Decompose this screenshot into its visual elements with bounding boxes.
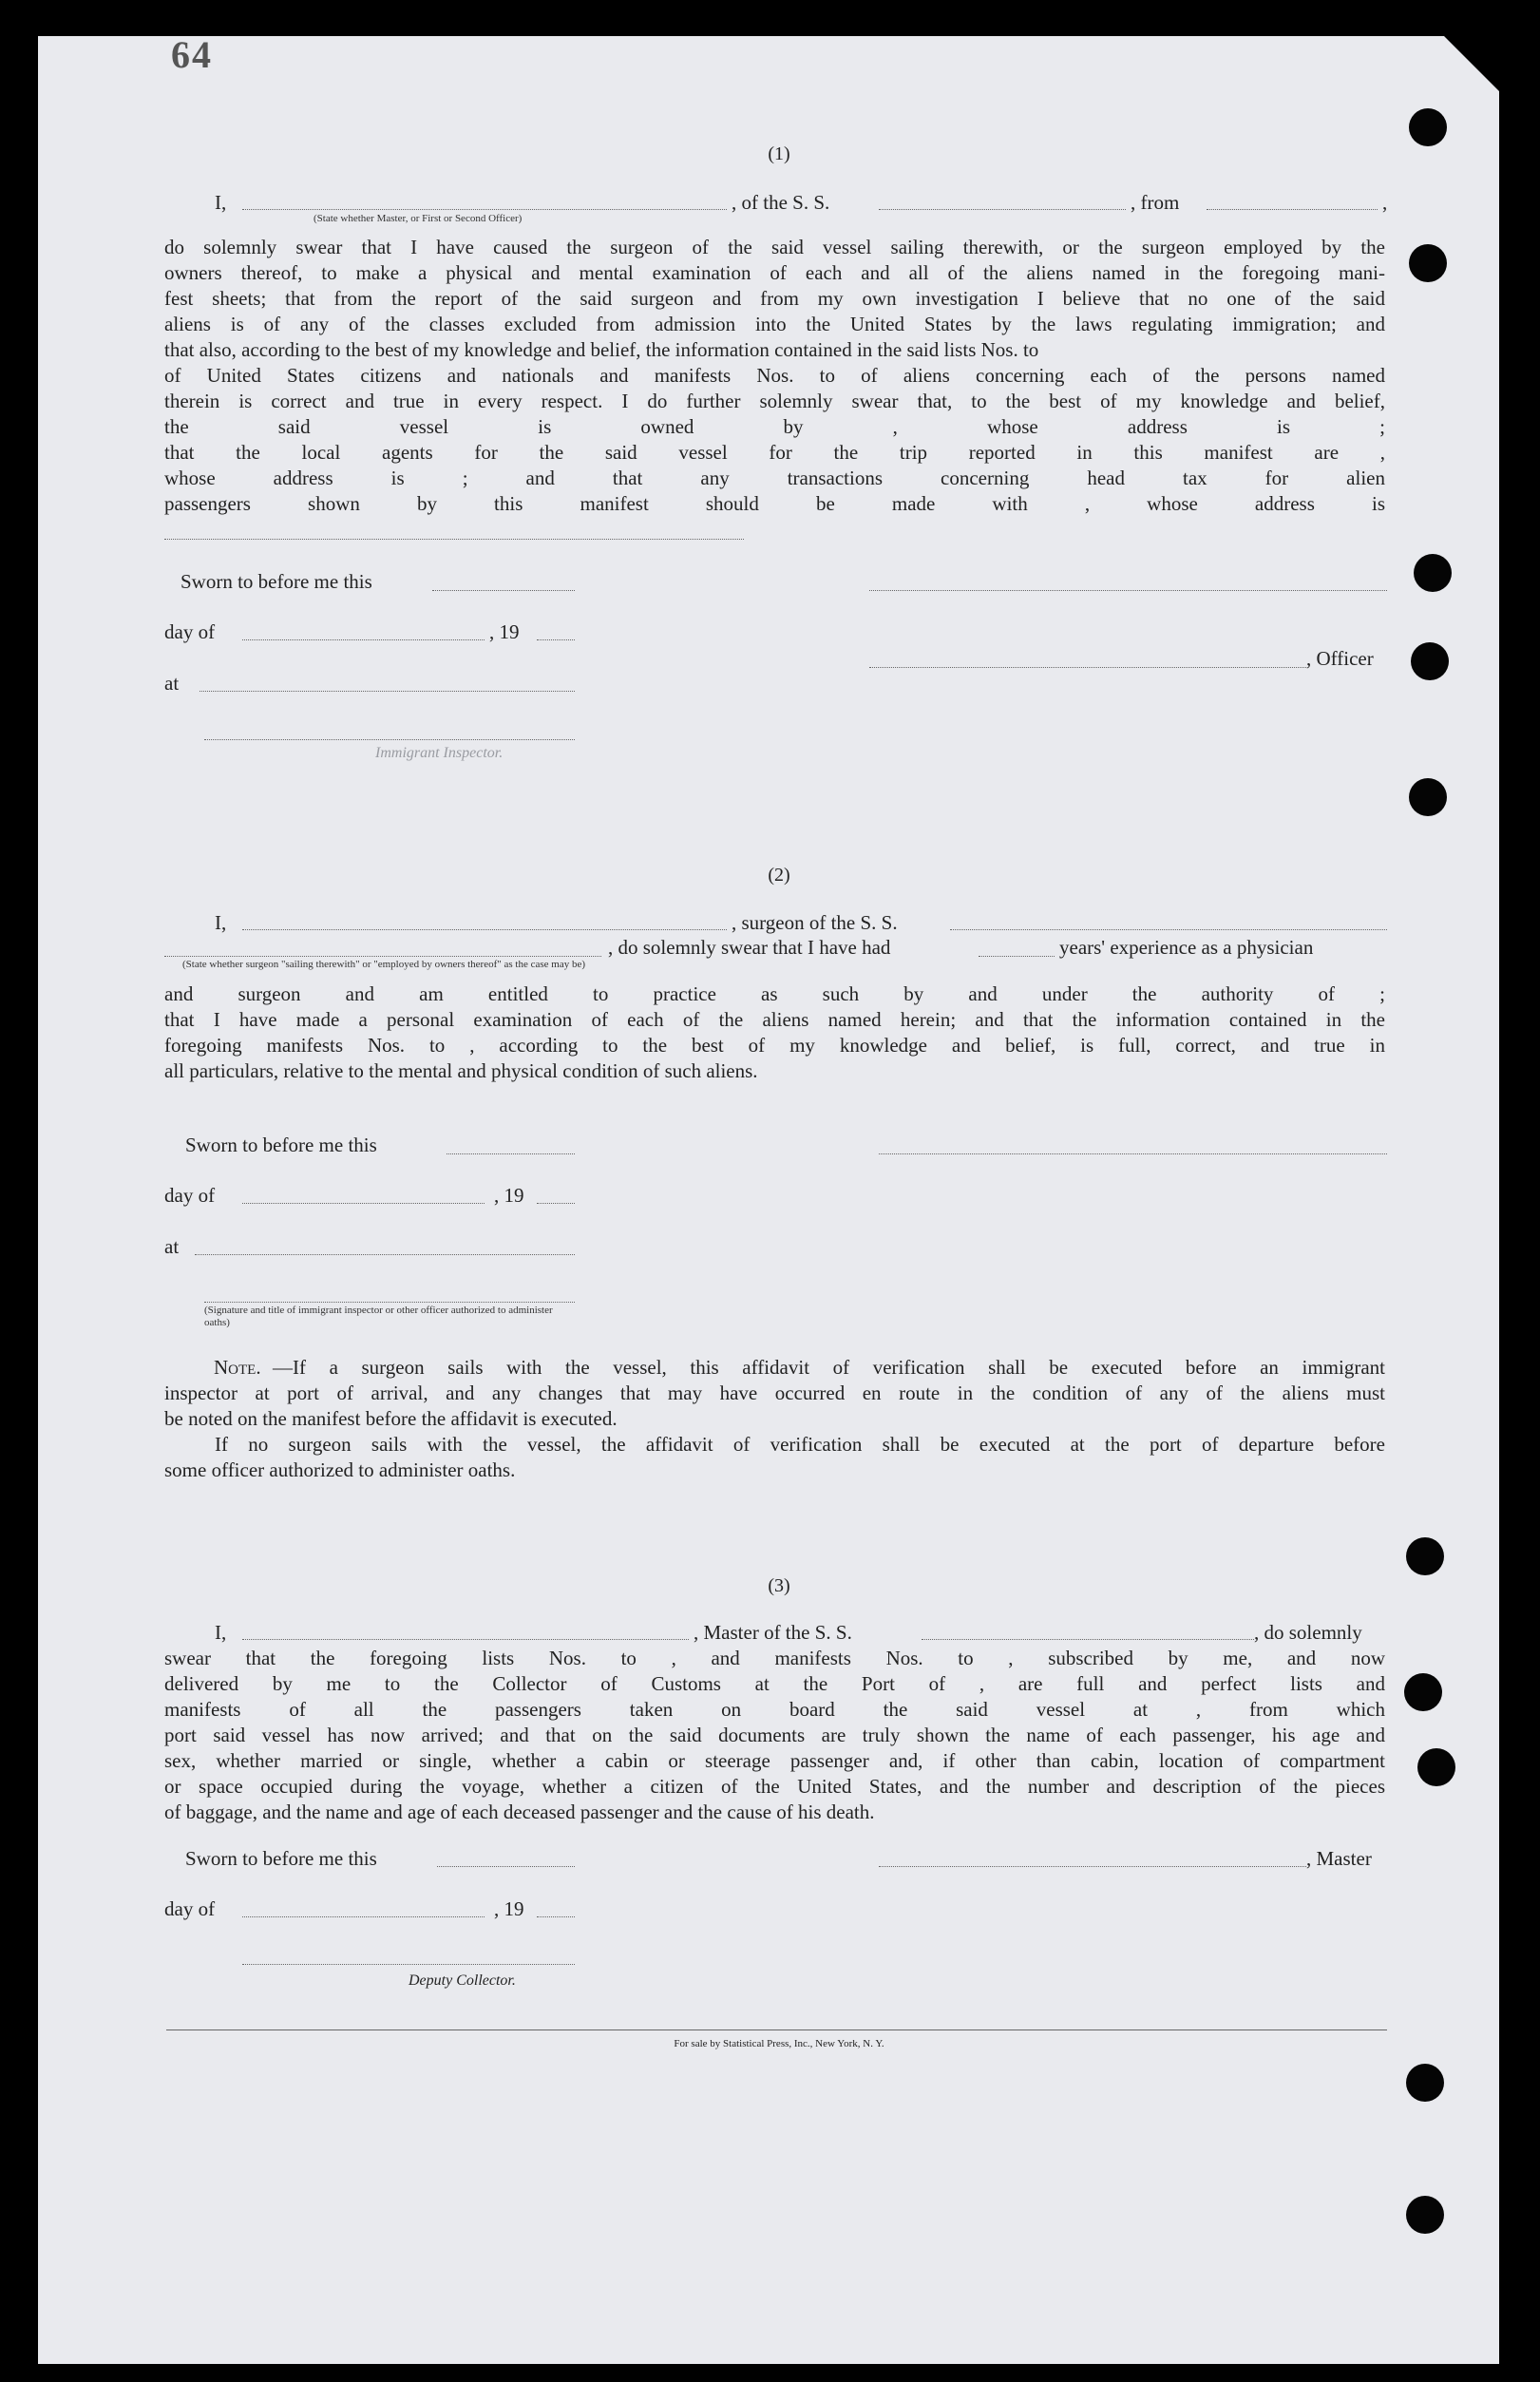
oath-line: aliens is of any of the classes excluded from admission into the United States by the laws regulating immigration; and xyxy=(164,313,1385,335)
month-field[interactable] xyxy=(242,1203,485,1204)
sworn-label: Sworn to before me this xyxy=(185,1134,377,1156)
do-solemnly-label: , do solemnly swear that I have had xyxy=(608,936,891,959)
punch-hole xyxy=(1409,108,1447,146)
vessel-name-field[interactable] xyxy=(922,1639,1254,1640)
surgeon-name-field[interactable] xyxy=(242,929,727,930)
section-number: (3) xyxy=(768,1575,790,1596)
note-line: —If a surgeon sails with the vessel, this affidavit of verification shall be executed before an immigrant xyxy=(273,1356,1385,1379)
signature-field[interactable] xyxy=(879,1153,1387,1154)
oath-line: passengers shown by this manifest should be made with , whose address is xyxy=(164,492,1385,515)
year-field[interactable] xyxy=(537,639,575,640)
from-port-field[interactable] xyxy=(1207,209,1378,210)
day-of-label: day of xyxy=(164,1184,216,1207)
master-label: , Master xyxy=(1306,1847,1372,1870)
master-name-field[interactable] xyxy=(242,1639,689,1640)
years-experience-label: years' experience as a physician xyxy=(1059,936,1314,959)
i-label: I, xyxy=(215,191,227,214)
oath-line: of United States citizens and nationals and manifests Nos. to of aliens concerning each of the persons named xyxy=(164,364,1385,387)
state-note: (State whether surgeon "sailing therewith" or "employed by owners thereof" as the case may be) xyxy=(182,959,586,970)
punch-hole xyxy=(1406,2196,1444,2234)
note-line: If no surgeon sails with the vessel, the affidavit of verification shall be executed at the port of departure before xyxy=(215,1433,1385,1456)
of-the-ss-label: , of the S. S. xyxy=(732,191,830,214)
sworn-date-field[interactable] xyxy=(437,1866,575,1867)
oath-line: manifests of all the passengers taken on board the said vessel at , from which xyxy=(164,1698,1385,1721)
comma: , xyxy=(1382,191,1388,214)
oath-line: foregoing manifests Nos. to , according to the best of my knowledge and belief, is full, correct, and true in xyxy=(164,1034,1385,1057)
punch-hole xyxy=(1409,778,1447,816)
vessel-name-field[interactable] xyxy=(879,209,1126,210)
oath-line: fest sheets; that from the report of the said surgeon and from my own investigation I believe that no one of the said xyxy=(164,287,1385,310)
inspector-signature-field[interactable] xyxy=(204,1302,575,1303)
inspector-signature-field[interactable] xyxy=(204,739,575,740)
punch-hole xyxy=(1409,244,1447,282)
month-field[interactable] xyxy=(242,1916,485,1917)
i-label: I, xyxy=(215,911,227,934)
year-label: , 19 xyxy=(489,620,520,643)
month-field[interactable] xyxy=(242,639,485,640)
deputy-label: Deputy Collector. xyxy=(409,1972,516,1989)
signature-note: (Signature and title of immigrant inspector or other officer authorized to administer oaths) xyxy=(204,1305,553,1328)
note-label: Note. xyxy=(214,1356,261,1379)
oath-line: of baggage, and the name and age of each deceased passenger and the cause of his death. xyxy=(164,1801,875,1823)
year-field[interactable] xyxy=(537,1203,575,1204)
deputy-signature-field[interactable] xyxy=(242,1964,575,1965)
clipped-corner xyxy=(1444,36,1503,95)
footer-imprint: For sale by Statistical Press, Inc., New York, N. Y. xyxy=(674,2038,884,2049)
signature-field[interactable] xyxy=(869,590,1387,591)
year-label: , 19 xyxy=(494,1897,524,1920)
surgeon-of-label: , surgeon of the S. S. xyxy=(732,911,898,934)
oath-line: sex, whether married or single, whether a cabin or steerage passenger and, if other than cabin, location of compartment xyxy=(164,1749,1385,1772)
years-field[interactable] xyxy=(979,956,1055,957)
oath-line: therein is correct and true in every respect. I do further solemnly swear that, to the best of my knowledge and belief, xyxy=(164,390,1385,412)
punch-hole xyxy=(1406,1537,1444,1575)
year-field[interactable] xyxy=(537,1916,575,1917)
officer-signature-field[interactable] xyxy=(869,667,1306,668)
do-solemnly-label: , do solemnly xyxy=(1254,1621,1362,1644)
day-of-label: day of xyxy=(164,620,216,643)
punch-hole xyxy=(1411,642,1449,680)
oath-line: do solemnly swear that I have caused the surgeon of the said vessel sailing therewith, or the surgeon employed by the xyxy=(164,236,1385,258)
oath-line: owners thereof, to make a physical and mental examination of each and all of the aliens named in the foregoing mani- xyxy=(164,261,1385,284)
note-line: be noted on the manifest before the affidavit is executed. xyxy=(164,1407,618,1430)
vessel-name-field[interactable] xyxy=(950,929,1387,930)
punch-hole xyxy=(1417,1748,1455,1786)
day-of-label: day of xyxy=(164,1897,216,1920)
officer-label: , Officer xyxy=(1306,647,1374,670)
at-place-field[interactable] xyxy=(200,691,575,692)
sworn-date-field[interactable] xyxy=(432,590,575,591)
master-of-label: , Master of the S. S. xyxy=(694,1621,852,1644)
oath-line: the said vessel is owned by , whose address is ; xyxy=(164,415,1385,438)
inspector-label: Immigrant Inspector. xyxy=(375,745,504,761)
note-line: some officer authorized to administer oaths. xyxy=(164,1458,516,1481)
punch-hole xyxy=(1414,554,1452,592)
at-label: at xyxy=(164,672,180,695)
at-place-field[interactable] xyxy=(195,1254,575,1255)
section-number: (1) xyxy=(768,143,790,164)
at-label: at xyxy=(164,1235,180,1258)
master-signature-field[interactable] xyxy=(879,1866,1306,1867)
sworn-label: Sworn to before me this xyxy=(185,1847,377,1870)
from-label: , from xyxy=(1131,191,1180,214)
oath-line: or space occupied during the voyage, whether a citizen of the United States, and the number and description of the pieces xyxy=(164,1775,1385,1798)
oath-line: whose address is ; and that any transactions concerning head tax for alien xyxy=(164,467,1385,489)
punch-hole xyxy=(1406,2064,1444,2102)
surgeon-status-field[interactable] xyxy=(164,956,601,957)
year-label: , 19 xyxy=(494,1184,524,1207)
note-line: inspector at port of arrival, and any changes that may have occurred en route in the condition of any of the aliens must xyxy=(164,1382,1385,1404)
oath-line: that also, according to the best of my knowledge and belief, the information contained in the said lists Nos. to xyxy=(164,338,1039,361)
state-note: (State whether Master, or First or Second Officer) xyxy=(314,213,523,224)
punch-hole xyxy=(1404,1673,1442,1711)
officer-name-field[interactable] xyxy=(242,209,727,210)
oath-line: delivered by me to the Collector of Customs at the Port of , are full and perfect lists and xyxy=(164,1672,1385,1695)
page-mark: 64 xyxy=(171,33,213,76)
oath-line: and surgeon and am entitled to practice as such by and under the authority of ; xyxy=(164,982,1385,1005)
oath-line: all particulars, relative to the mental and physical condition of such aliens. xyxy=(164,1059,758,1082)
i-label: I, xyxy=(215,1621,227,1644)
oath-line: that the local agents for the said vessel for the trip reported in this manifest are , xyxy=(164,441,1385,464)
agent-address-field[interactable] xyxy=(164,539,744,540)
oath-line: that I have made a personal examination of each of the aliens named herein; and that the information contained in the xyxy=(164,1008,1385,1031)
oath-line: swear that the foregoing lists Nos. to , and manifests Nos. to , subscribed by me, and now xyxy=(164,1647,1385,1669)
sworn-date-field[interactable] xyxy=(447,1153,575,1154)
sworn-label: Sworn to before me this xyxy=(181,570,372,593)
section-number: (2) xyxy=(768,865,790,886)
footer-rule xyxy=(166,2029,1387,2030)
oath-line: port said vessel has now arrived; and that on the said documents are truly shown the name of each passenger, his age and xyxy=(164,1724,1385,1746)
